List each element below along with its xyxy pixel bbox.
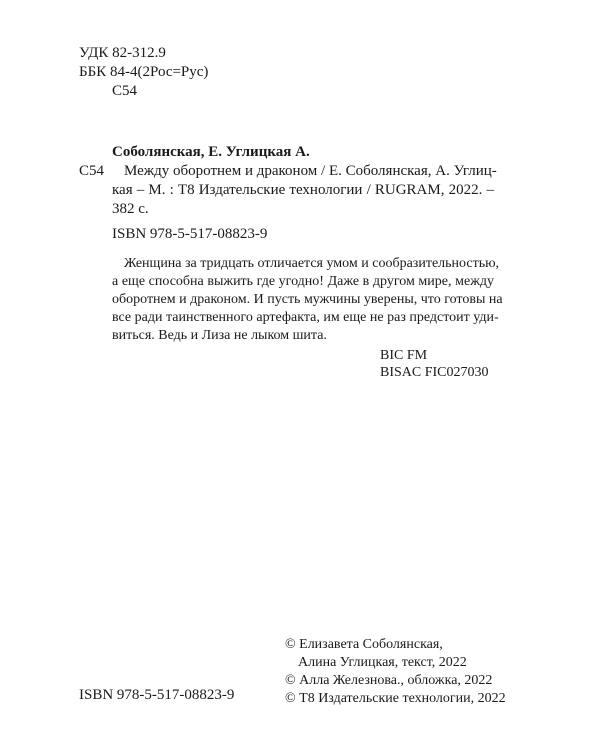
bibliographic-line: кая – М. : Т8 Издательские технологии / RUGRAM, 2022. –	[112, 182, 494, 198]
copyright-block	[285, 636, 506, 708]
udk-code: УДК 82-312.9	[79, 45, 166, 61]
author-mark: С54	[112, 83, 138, 99]
annotation-line: все ради таинственного артефакта, им еще не раз предстоит уди-	[112, 310, 499, 325]
catalog-mark: С54	[79, 163, 105, 179]
bibliographic-line: Между оборотнем и драконом / Е. Соболянская, А. Углиц-	[124, 163, 497, 179]
isbn: ISBN 978-5-517-08823-9	[112, 226, 268, 242]
bibliographic-description	[112, 162, 497, 219]
isbn-footer: ISBN 978-5-517-08823-9	[79, 687, 235, 703]
bbk-code: ББК 84-4(2Рос=Рус)	[79, 64, 209, 80]
annotation-line: а еще способна выжить где угодно! Даже в другом мире, между	[112, 274, 494, 289]
annotation-line: Женщина за тридцать отличается умом и сообразительностью,	[124, 256, 500, 271]
copyright-line: © Алла Железнова., обложка, 2022	[285, 673, 493, 688]
copyright-line: © Елизавета Соболянская,	[285, 637, 443, 652]
authors-heading: Соболянская, Е. Углицкая А.	[112, 144, 310, 160]
annotation-line: оборотнем и драконом. И пусть мужчины уверены, что готовы на	[112, 292, 503, 307]
copyright-line: Алина Углицкая, текст, 2022	[298, 655, 467, 670]
annotation-line: виться. Ведь и Лиза не лыком шита.	[112, 328, 327, 343]
copyright-line: © Т8 Издательские технологии, 2022	[285, 691, 506, 706]
bibliographic-line: 382 с.	[112, 201, 149, 217]
bic-code: BIC FM	[380, 348, 428, 363]
annotation	[112, 255, 503, 345]
bisac-code: BISAC FIC027030	[380, 365, 489, 380]
